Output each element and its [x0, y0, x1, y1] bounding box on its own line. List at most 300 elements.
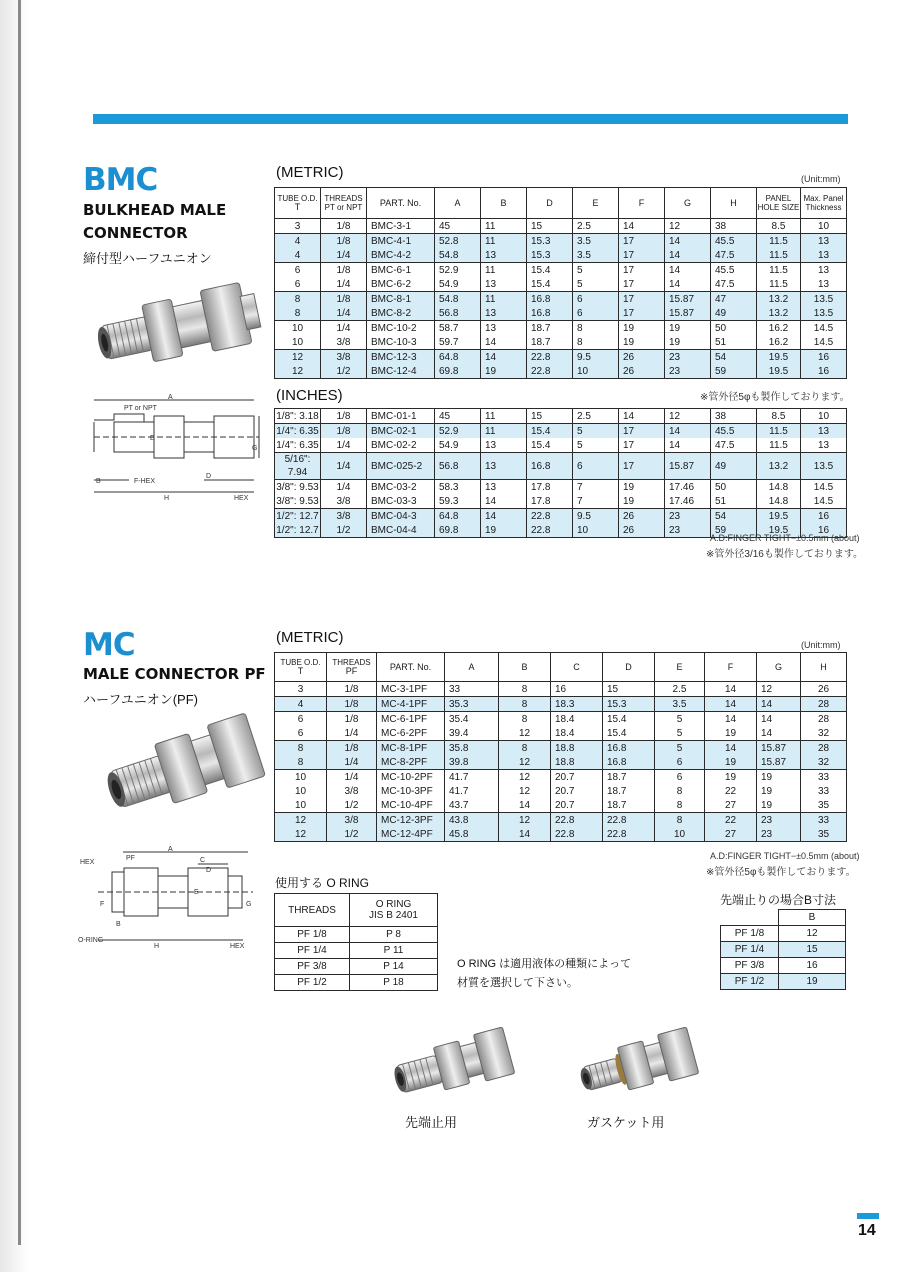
bmc-metric-cell-h: 50	[711, 321, 757, 336]
bmc-metric-row	[275, 248, 847, 263]
bmc-metric-row	[275, 277, 847, 292]
mc-note-2: ※管外径5φも製作しております。	[706, 867, 856, 878]
bmc-metric-cell-b: 13	[481, 306, 527, 321]
mc-metric-label: (METRIC)	[276, 629, 344, 646]
mc-cell-h: 32	[801, 755, 847, 770]
oring-row	[275, 975, 438, 991]
bmc-inch-cell-g: 15.87	[665, 453, 711, 480]
mc-cell-h: 28	[801, 697, 847, 712]
bmc-inch-cell-t: 1/8": 3.18	[276, 410, 319, 422]
bmc-inch-cell-phs: 14.8	[757, 494, 801, 509]
bmc-metric-cell-g: 23	[665, 364, 711, 379]
bmc-metric-cell-th: 1/4	[321, 306, 367, 321]
mc-cell-t: 6	[275, 712, 327, 727]
bmc-col-tube	[275, 188, 321, 219]
mc-cell-h: 28	[801, 712, 847, 727]
bmc-inch-row	[275, 494, 847, 509]
bmc-metric-cell-a: 52.9	[435, 263, 481, 278]
mc-cell-b: 14	[499, 827, 551, 842]
mc-row	[275, 741, 847, 756]
mc-cell-g: 14	[757, 726, 801, 741]
bmc-hdr-g: G	[665, 188, 711, 219]
mc-diagram-label-h: H	[154, 943, 160, 950]
bmc-inch-cell-b: 13	[481, 438, 527, 453]
bmc-metric-cell-t: 3	[275, 219, 321, 234]
bmc-metric-cell-d: 15.4	[527, 277, 573, 292]
bmc-diagram-label-pt: PT or NPT	[124, 405, 157, 412]
mc-cell-th: 1/4	[327, 770, 377, 785]
oring-hdr-oring	[350, 894, 438, 927]
bmc-metric-cell-mpt: 16	[801, 350, 847, 365]
bmc-metric-cell-f: 17	[619, 248, 665, 263]
mc-cell-th: 3/8	[327, 784, 377, 798]
bmc-metric-cell-mpt: 13	[801, 277, 847, 292]
mc-cell-b: 12	[499, 755, 551, 770]
mc-cell-part: MC-8-2PF	[377, 755, 445, 770]
mc-cell-a: 45.8	[445, 827, 499, 842]
bmc-inch-cell-f: 26	[619, 523, 665, 538]
mc-cell-h: 33	[801, 784, 847, 798]
bmc-metric-cell-part: BMC-12-3	[367, 350, 435, 365]
bmc-metric-cell-g: 19	[665, 321, 711, 336]
mc-cell-c: 20.7	[551, 798, 603, 813]
bmc-inch-cell-h: 47.5	[711, 438, 757, 453]
bmc-metric-cell-phs: 19.5	[757, 350, 801, 365]
bmc-inch-cell-mpt: 13	[801, 424, 847, 439]
bmc-metric-cell-b: 13	[481, 248, 527, 263]
mc-cell-g: 12	[757, 682, 801, 697]
bmc-metric-cell-part: BMC-4-1	[367, 234, 435, 249]
oring-table	[274, 893, 438, 991]
bmc-diagram-label-fhex: F-HEX	[134, 478, 155, 485]
mc-cell-a: 41.7	[445, 770, 499, 785]
bmc-metric-cell-t: 4	[275, 234, 321, 249]
page-binding-line	[18, 0, 21, 1245]
bmc-metric-cell-part: BMC-10-3	[367, 335, 435, 350]
b-cell-threads: PF 1/2	[721, 974, 779, 990]
mc-cell-e: 8	[655, 784, 705, 798]
bmc-inch-cell-a: 52.9	[435, 424, 481, 439]
b-cell-value: 15	[779, 942, 846, 958]
bmc-metric-cell-e: 10	[573, 364, 619, 379]
bmc-metric-cell-g: 12	[665, 219, 711, 234]
mc-dimension-diagram	[78, 842, 263, 952]
mc-cell-g: 15.87	[757, 741, 801, 756]
mc-cell-e: 5	[655, 741, 705, 756]
mc-cell-a: 41.7	[445, 784, 499, 798]
bmc-title-line1: BULKHEAD MALE	[83, 201, 227, 219]
mc-cell-f: 14	[705, 712, 757, 727]
mc-cell-g: 19	[757, 784, 801, 798]
b-cell-threads: PF 1/4	[721, 942, 779, 958]
mc-cell-a: 33	[445, 682, 499, 697]
mc-diagram-label-f: F	[100, 901, 105, 908]
bmc-diagram-label-e: E	[150, 435, 155, 442]
mc-row	[275, 755, 847, 770]
mc-diagram-label-hex2: HEX	[230, 943, 245, 950]
bmc-inch-cell-h: 59	[711, 523, 757, 538]
bmc-inch-cell-mpt: 10	[801, 409, 847, 424]
mc-cell-part: MC-6-2PF	[377, 726, 445, 741]
bmc-inch-cell-g: 14	[665, 424, 711, 439]
bmc-metric-cell-g: 15.87	[665, 306, 711, 321]
bmc-metric-cell-d: 18.7	[527, 321, 573, 336]
bmc-metric-cell-f: 17	[619, 306, 665, 321]
mc-diagram-label-oring: O-RING	[78, 937, 104, 944]
bmc-inch-cell-d: 15.4	[527, 438, 573, 453]
mc-cell-th: 1/8	[327, 697, 377, 712]
oring-cell-oring: P 18	[350, 975, 438, 991]
mc-cell-h: 33	[801, 770, 847, 785]
mc-cell-d: 16.8	[603, 755, 655, 770]
mc-cell-c: 18.3	[551, 697, 603, 712]
mc-cell-th: 1/2	[327, 798, 377, 813]
bmc-inch-row	[275, 509, 847, 524]
mc-cell-c: 18.4	[551, 712, 603, 727]
mc-cell-e: 6	[655, 755, 705, 770]
mc-hdr-h: H	[801, 653, 847, 682]
mc-cell-part: MC-12-3PF	[377, 813, 445, 828]
bmc-inch-cell-mpt: 16	[801, 509, 847, 524]
mc-diagram-label-d: D	[206, 867, 212, 874]
mc-cell-part: MC-10-4PF	[377, 798, 445, 813]
bmc-metric-cell-b: 11	[481, 263, 527, 278]
bmc-metric-cell-f: 17	[619, 292, 665, 307]
mc-cell-d: 15.4	[603, 726, 655, 741]
mc-cell-g: 19	[757, 798, 801, 813]
bmc-metric-cell-h: 45.5	[711, 234, 757, 249]
mc-cell-e: 8	[655, 813, 705, 828]
bmc-inch-cell-d: 16.8	[527, 453, 573, 480]
bmc-metric-note: ※管外径5φも製作しております。	[700, 392, 850, 403]
bmc-inch-cell-part: BMC-025-2	[367, 453, 435, 480]
oring-row	[275, 943, 438, 959]
bmc-hdr-f: F	[619, 188, 665, 219]
bmc-inch-cell-g: 12	[665, 409, 711, 424]
bmc-metric-row	[275, 219, 847, 234]
bmc-metric-cell-a: 59.7	[435, 335, 481, 350]
caption-gasket: ガスケット用	[587, 1115, 665, 1130]
bmc-diagram-label-hex: HEX	[234, 495, 249, 502]
mc-row	[275, 682, 847, 697]
bmc-inch-cell-b: 14	[481, 494, 527, 509]
bmc-inch-cell-part: BMC-01-1	[367, 409, 435, 424]
bmc-inch-cell-g: 14	[665, 438, 711, 453]
bmc-metric-cell-part: BMC-10-2	[367, 321, 435, 336]
bmc-inch-cell-phs: 11.5	[757, 438, 801, 453]
bmc-metric-cell-e: 5	[573, 263, 619, 278]
bmc-metric-cell-part: BMC-12-4	[367, 364, 435, 379]
bmc-hdr-max-panel: Max. Panel Thickness	[801, 188, 847, 219]
bmc-inch-cell-part: BMC-03-2	[367, 480, 435, 495]
bmc-metric-row	[275, 234, 847, 249]
bmc-metric-cell-e: 2.5	[573, 219, 619, 234]
bmc-metric-cell-b: 13	[481, 277, 527, 292]
b-row	[721, 974, 846, 990]
caption-tip-stop: 先端止用	[405, 1115, 458, 1130]
bmc-hdr-h: H	[711, 188, 757, 219]
bmc-inch-cell-phs: 19.5	[757, 509, 801, 524]
mc-cell-a: 43.7	[445, 798, 499, 813]
mc-cell-e: 6	[655, 770, 705, 785]
bmc-hdr-pt: PT or NPT	[324, 203, 363, 212]
bmc-inch-cell-e: 9.5	[573, 509, 619, 524]
bmc-title-line2: CONNECTOR	[83, 224, 188, 242]
bmc-metric-cell-mpt: 13	[801, 234, 847, 249]
bmc-inch-cell-b: 19	[481, 523, 527, 538]
mc-col-threads	[327, 653, 377, 682]
mc-hdr-e: E	[655, 653, 705, 682]
bmc-metric-cell-phs: 11.5	[757, 263, 801, 278]
bmc-metric-cell-a: 56.8	[435, 306, 481, 321]
bmc-hdr-panel-hole: PANEL HOLE SIZE	[757, 188, 801, 219]
bmc-inch-cell-mpt: 16	[801, 523, 847, 538]
bmc-hdr-tube: TUBE O.D.	[277, 194, 318, 203]
bmc-hdr-t: T	[294, 202, 301, 212]
bmc-metric-cell-g: 14	[665, 248, 711, 263]
mc-cell-c: 22.8	[551, 813, 603, 828]
b-cell-value: 16	[779, 958, 846, 974]
bmc-inch-cell-e: 5	[573, 424, 619, 439]
bmc-inch-cell-t: 1/4": 6.35	[276, 425, 319, 437]
mc-product-photo	[92, 705, 267, 820]
bmc-metric-cell-phs: 11.5	[757, 248, 801, 263]
bmc-diagram-label-d: D	[206, 473, 212, 480]
bmc-inch-cell-g: 17.46	[665, 480, 711, 495]
bmc-metric-cell-part: BMC-3-1	[367, 219, 435, 234]
mc-cell-a: 39.8	[445, 755, 499, 770]
mc-cell-a: 35.8	[445, 741, 499, 756]
bmc-inch-cell-f: 19	[619, 480, 665, 495]
mc-row	[275, 726, 847, 741]
mc-col-tube	[275, 653, 327, 682]
bmc-metric-cell-b: 11	[481, 292, 527, 307]
bmc-inch-cell-t: 1/4": 6.35	[276, 439, 319, 451]
mc-row	[275, 827, 847, 842]
oring-cell-threads: PF 1/2	[275, 975, 350, 991]
mc-diagram-label-e: E	[194, 889, 199, 896]
b-dimension-table	[720, 909, 846, 990]
mc-cell-part: MC-6-1PF	[377, 712, 445, 727]
mc-cell-e: 3.5	[655, 697, 705, 712]
bmc-metric-cell-t: 10	[275, 335, 321, 350]
bmc-metric-cell-d: 22.8	[527, 350, 573, 365]
oring-cell-threads: PF 3/8	[275, 959, 350, 975]
bmc-metric-cell-part: BMC-4-2	[367, 248, 435, 263]
bmc-inch-cell-t: 1/2": 12.7	[276, 510, 319, 522]
mc-cell-e: 2.5	[655, 682, 705, 697]
mc-cell-t: 4	[275, 697, 327, 712]
mc-cell-d: 18.7	[603, 770, 655, 785]
mc-cell-d: 22.8	[603, 813, 655, 828]
mc-cell-e: 8	[655, 798, 705, 813]
bmc-inch-cell-th: 3/8	[321, 509, 367, 524]
mc-cell-c: 18.8	[551, 741, 603, 756]
bmc-metric-cell-phs: 19.5	[757, 364, 801, 379]
oring-title: 使用する O RING	[275, 876, 370, 890]
mc-cell-g: 19	[757, 770, 801, 785]
bmc-dimension-diagram	[84, 392, 266, 507]
bmc-metric-cell-e: 6	[573, 292, 619, 307]
photo-tip-stop	[388, 1025, 518, 1100]
mc-cell-g: 15.87	[757, 755, 801, 770]
bmc-metric-cell-th: 1/8	[321, 292, 367, 307]
bmc-metric-cell-phs: 13.2	[757, 292, 801, 307]
mc-diagram-label-a: A	[168, 846, 173, 853]
bmc-inch-cell-mpt: 14.5	[801, 494, 847, 509]
oring-note-line1: O RING は適用液体の種類によって	[457, 958, 632, 970]
mc-hdr-pf: PF	[345, 666, 358, 676]
mc-cell-t: 3	[275, 682, 327, 697]
mc-cell-h: 35	[801, 798, 847, 813]
bmc-metric-row	[275, 350, 847, 365]
b-header-row	[721, 910, 846, 926]
mc-title: MALE CONNECTOR PF	[83, 665, 266, 683]
bmc-metric-cell-h: 38	[711, 219, 757, 234]
mc-cell-d: 18.7	[603, 784, 655, 798]
mc-cell-th: 1/4	[327, 726, 377, 741]
mc-cell-e: 5	[655, 712, 705, 727]
mc-note-1: A.D:FINGER TIGHT−±0.5mm (about)	[710, 851, 860, 861]
mc-cell-c: 20.7	[551, 784, 603, 798]
mc-header-row	[275, 653, 847, 682]
page-number: 14	[858, 1222, 876, 1239]
bmc-metric-cell-phs: 11.5	[757, 277, 801, 292]
bmc-metric-cell-th: 3/8	[321, 350, 367, 365]
bmc-inch-cell-th: 1/4	[321, 453, 367, 480]
bmc-inch-cell-e: 2.5	[573, 409, 619, 424]
mc-cell-h: 28	[801, 741, 847, 756]
bmc-inch-cell-th: 1/8	[321, 424, 367, 439]
bmc-metric-cell-th: 1/4	[321, 277, 367, 292]
bmc-inch-cell-d: 17.8	[527, 494, 573, 509]
mc-unit-label: (Unit:mm)	[801, 640, 841, 650]
bmc-inch-cell-f: 14	[619, 409, 665, 424]
bmc-metric-cell-d: 15.3	[527, 248, 573, 263]
bmc-metric-cell-t: 8	[275, 306, 321, 321]
bmc-inch-cell-e: 10	[573, 523, 619, 538]
mc-diagram-label-b: B	[116, 921, 121, 928]
bmc-inch-cell-h: 51	[711, 494, 757, 509]
mc-cell-c: 22.8	[551, 827, 603, 842]
mc-cell-a: 35.3	[445, 697, 499, 712]
bmc-japanese-title: 締付型ハーフユニオン	[83, 251, 212, 266]
bmc-metric-cell-h: 49	[711, 306, 757, 321]
bmc-inch-row	[275, 438, 847, 453]
bmc-inch-cell-th: 1/4	[321, 438, 367, 453]
bmc-metric-cell-t: 10	[275, 321, 321, 336]
oring-cell-oring: P 8	[350, 927, 438, 943]
bmc-inch-cell-phs: 14.8	[757, 480, 801, 495]
mc-row	[275, 813, 847, 828]
mc-cell-b: 12	[499, 726, 551, 741]
mc-cell-b: 14	[499, 798, 551, 813]
oring-cell-oring: P 14	[350, 959, 438, 975]
bmc-hdr-d: D	[527, 188, 573, 219]
bmc-metric-cell-t: 4	[275, 248, 321, 263]
bmc-metric-cell-th: 1/2	[321, 364, 367, 379]
bmc-inch-cell-h: 50	[711, 480, 757, 495]
bmc-inch-cell-t: 5/16": 7.94	[275, 453, 321, 480]
mc-cell-c: 18.4	[551, 726, 603, 741]
mc-cell-c: 18.8	[551, 755, 603, 770]
mc-row	[275, 712, 847, 727]
mc-cell-a: 39.4	[445, 726, 499, 741]
bmc-inch-cell-e: 5	[573, 438, 619, 453]
bmc-hdr-e: E	[573, 188, 619, 219]
bmc-metric-cell-a: 58.7	[435, 321, 481, 336]
bmc-inch-cell-e: 6	[573, 453, 619, 480]
bmc-metric-cell-b: 11	[481, 234, 527, 249]
mc-row	[275, 784, 847, 798]
bmc-inches-label: (INCHES)	[276, 387, 343, 404]
bmc-hdr-a: A	[435, 188, 481, 219]
mc-cell-e: 5	[655, 726, 705, 741]
mc-cell-f: 14	[705, 682, 757, 697]
bmc-inch-note-1: A.D:FINGER TIGHT−±0.5mm (about)	[710, 533, 860, 543]
bmc-metric-cell-phs: 8.5	[757, 219, 801, 234]
bmc-col-threads	[321, 188, 367, 219]
bmc-inch-cell-h: 38	[711, 409, 757, 424]
bmc-metric-cell-part: BMC-8-1	[367, 292, 435, 307]
bmc-metric-cell-f: 19	[619, 321, 665, 336]
bmc-inch-cell-th: 1/8	[321, 409, 367, 424]
header-accent-bar	[93, 114, 848, 124]
bmc-metric-table	[274, 187, 847, 379]
bmc-metric-cell-e: 5	[573, 277, 619, 292]
bmc-metric-cell-b: 13	[481, 321, 527, 336]
bmc-inch-row	[275, 409, 847, 424]
bmc-inch-cell-b: 11	[481, 409, 527, 424]
bmc-metric-cell-g: 15.87	[665, 292, 711, 307]
bmc-metric-cell-a: 54.8	[435, 248, 481, 263]
bmc-metric-cell-a: 69.8	[435, 364, 481, 379]
mc-hdr-t: T	[297, 666, 304, 676]
bmc-diagram-label-h: H	[164, 495, 170, 502]
mc-diagram-label-g: G	[246, 901, 252, 908]
oring-hdr-threads: THREADS	[275, 894, 350, 927]
b-table-title: 先端止りの場合B寸法	[720, 893, 837, 907]
mc-cell-part: MC-3-1PF	[377, 682, 445, 697]
mc-diagram-label-pf: PF	[126, 855, 135, 862]
bmc-metric-cell-th: 1/8	[321, 234, 367, 249]
bmc-metric-cell-part: BMC-6-1	[367, 263, 435, 278]
bmc-inch-row	[275, 424, 847, 439]
bmc-hdr-part: PART. No.	[367, 188, 435, 219]
bmc-metric-cell-e: 9.5	[573, 350, 619, 365]
mc-cell-b: 12	[499, 784, 551, 798]
mc-cell-g: 23	[757, 813, 801, 828]
bmc-metric-cell-h: 45.5	[711, 263, 757, 278]
b-cell-value: 12	[779, 926, 846, 942]
bmc-metric-cell-f: 26	[619, 364, 665, 379]
bmc-metric-cell-a: 54.9	[435, 277, 481, 292]
mc-cell-t: 10	[275, 770, 327, 785]
mc-cell-t: 12	[275, 813, 327, 828]
bmc-inch-cell-mpt: 14.5	[801, 480, 847, 495]
mc-cell-f: 14	[705, 697, 757, 712]
bmc-metric-cell-h: 47.5	[711, 277, 757, 292]
bmc-inch-cell-th: 1/2	[321, 523, 367, 538]
bmc-diagram-label-b: B	[96, 478, 101, 485]
bmc-metric-row	[275, 364, 847, 379]
bmc-metric-cell-e: 6	[573, 306, 619, 321]
mc-cell-th: 1/8	[327, 741, 377, 756]
mc-cell-th: 1/4	[327, 755, 377, 770]
mc-row	[275, 697, 847, 712]
bmc-metric-cell-phs: 11.5	[757, 234, 801, 249]
bmc-metric-cell-mpt: 14.5	[801, 321, 847, 336]
